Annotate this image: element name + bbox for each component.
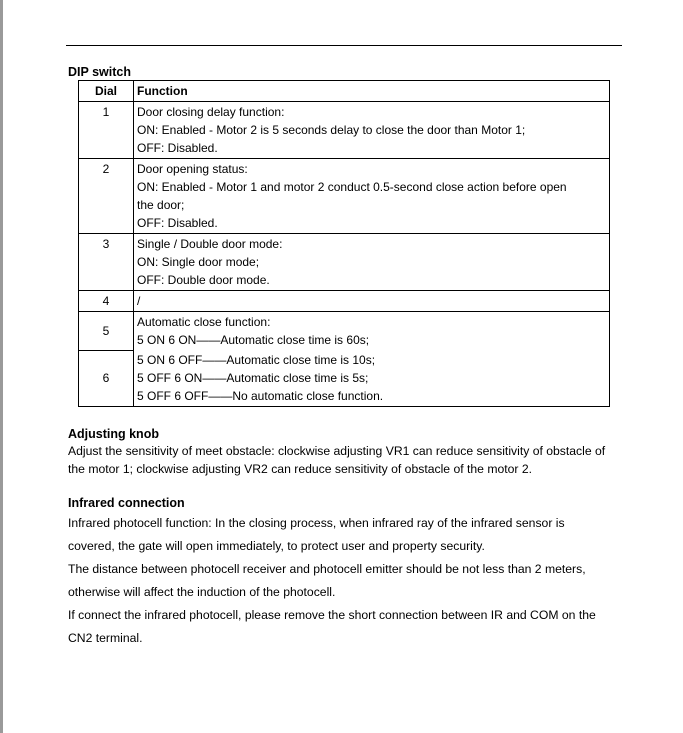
table-row: [79, 102, 610, 159]
dial-cell: 1: [79, 102, 134, 159]
infrared-paragraph: [68, 512, 628, 650]
function-line: ON: Enabled - Motor 2 is 5 seconds delay to close the door than Motor 1;: [137, 123, 526, 137]
function-column-header: Function: [134, 81, 610, 102]
table-row: [79, 159, 610, 234]
function-line: ON: Enabled - Motor 1 and motor 2 conduct 0.5-second close action before open: [137, 180, 567, 194]
paragraph-line: The distance between photocell receiver and photocell emitter should be not less than 2 meters,: [68, 562, 586, 576]
paragraph-line: If connect the infrared photocell, please remove the short connection between IR and COM on the: [68, 608, 596, 622]
function-line: Automatic close function:: [137, 315, 271, 329]
function-line: OFF: Disabled.: [137, 216, 218, 230]
function-line: OFF: Disabled.: [137, 141, 218, 155]
paragraph-line: CN2 terminal.: [68, 631, 143, 645]
dial-cell: 5: [79, 312, 134, 351]
adjusting-knob-paragraph: [68, 442, 628, 478]
infrared-heading: Infrared connection: [68, 496, 185, 510]
dial-cell: 4: [79, 291, 134, 312]
function-cell: [134, 312, 610, 351]
adjusting-knob-section: [68, 427, 628, 478]
paragraph-line: the motor 1; clockwise adjusting VR2 can reduce sensitivity of obstacle of the motor 2.: [68, 462, 533, 476]
page-left-edge: [0, 0, 3, 733]
function-line: Door opening status:: [137, 162, 248, 176]
function-line: the door;: [137, 198, 185, 212]
function-cell: [134, 234, 610, 291]
function-cell: [134, 291, 610, 312]
paragraph-line: Infrared photocell function: In the closing process, when infrared ray of the infrared sensor is: [68, 516, 565, 530]
paragraph-line: otherwise will affect the induction of the photocell.: [68, 585, 336, 599]
function-line: Door closing delay function:: [137, 105, 285, 119]
function-cell: [134, 350, 610, 407]
function-line: 5 OFF 6 OFF——No automatic close function.: [137, 389, 384, 403]
function-line: ON: Single door mode;: [137, 255, 260, 269]
table-row: [79, 234, 610, 291]
dial-column-header: Dial: [79, 81, 134, 102]
function-line: /: [137, 294, 141, 308]
table-row: [79, 291, 610, 312]
paragraph-line: Adjust the sensitivity of meet obstacle: clockwise adjusting VR1 can reduce sensitivity of obstacle of: [68, 444, 606, 458]
document-body: [68, 65, 628, 650]
paragraph-line: covered, the gate will open immediately, to protect user and property security.: [68, 539, 485, 553]
dial-cell: 2: [79, 159, 134, 234]
function-line: 5 OFF 6 ON——Automatic close time is 5s;: [137, 371, 369, 385]
dip-switch-table: [78, 80, 610, 407]
table-row: [79, 350, 610, 407]
header-rule: [66, 45, 622, 46]
function-line: 5 ON 6 ON——Automatic close time is 60s;: [137, 333, 370, 347]
table-header-row: [79, 81, 610, 102]
function-cell: [134, 159, 610, 234]
table-row: [79, 312, 610, 351]
adjusting-knob-heading: Adjusting knob: [68, 427, 159, 441]
dial-cell: 6: [79, 350, 134, 407]
function-line: Single / Double door mode:: [137, 237, 283, 251]
function-cell: [134, 102, 610, 159]
dial-cell: 3: [79, 234, 134, 291]
function-line: OFF: Double door mode.: [137, 273, 270, 287]
function-line: 5 ON 6 OFF——Automatic close time is 10s;: [137, 353, 376, 367]
infrared-section: [68, 496, 628, 650]
dip-switch-heading: DIP switch: [68, 65, 131, 79]
